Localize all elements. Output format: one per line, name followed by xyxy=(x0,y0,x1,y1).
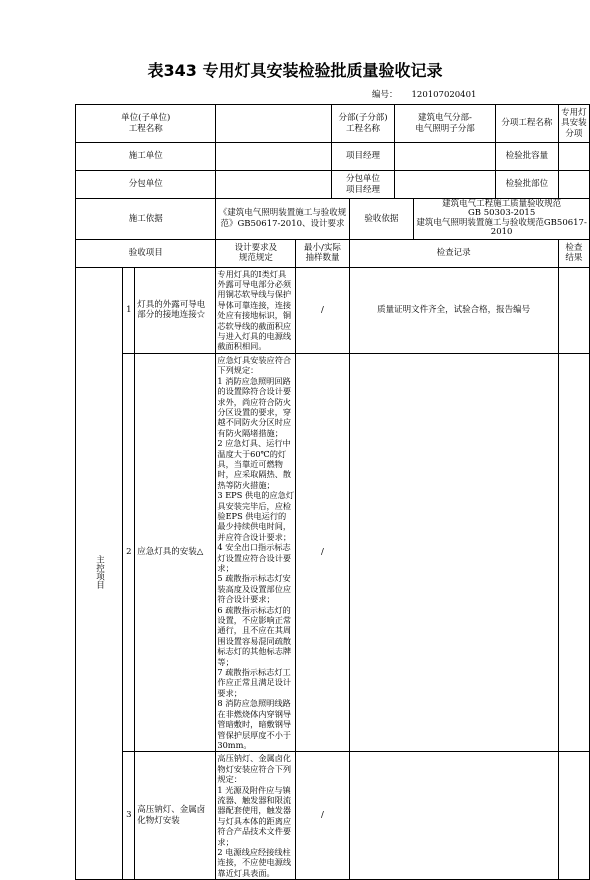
unit-name-value[interactable] xyxy=(216,105,332,143)
subpart-name-value: 建筑电气分部- 电气照明子分部 xyxy=(394,105,495,143)
basis-label: 施工依据 xyxy=(76,199,216,240)
record-code xyxy=(372,88,476,100)
row-number: 1 xyxy=(123,267,135,353)
row-requirement: 专用灯具的Ⅰ类灯具外露可导电部分必须用铜芯软导线与保护导体可靠连接，连接处应有接地标识，铜芯软导线的截面积应与进入灯具的电源线截面积相同。 xyxy=(216,267,296,353)
acceptance-basis-label: 验收依据 xyxy=(349,199,414,240)
basis-value: 《建筑电气照明装置施工与验收规范》GB50617-2010、设计要求 xyxy=(216,199,349,240)
constructor-label: 施工单位 xyxy=(76,143,216,171)
batch-capacity-label: 检验批容量 xyxy=(496,143,559,171)
row-requirement: 高压钠灯、金属卤化物灯安装应符合下列规定： 1 光源及附件应与镇流器、触发器和限流器配套使用，触发器与灯具本体的距离应符合产品技术文件要求； 2 电源线应经接线柱连接，不应使电源线靠近灯具表面。 xyxy=(216,752,296,880)
col-requirement-header: 设计要求及 规范规定 xyxy=(216,239,296,267)
row-sampling: / xyxy=(296,267,349,353)
batch-location-value[interactable] xyxy=(558,171,589,199)
acceptance-record-table xyxy=(75,104,590,880)
acceptance-basis-value: 建筑电气工程施工质量验收规范 GB 50303-2015 建筑电气照明装置施工与验收规范GB50617-2010 xyxy=(414,199,590,240)
row-result[interactable] xyxy=(558,752,589,880)
row-item: 高压钠灯、金属卤化物灯安装 xyxy=(135,752,216,880)
col-item-header: 验收项目 xyxy=(76,239,216,267)
col-result-header: 检查 结果 xyxy=(558,239,589,267)
code-value: 120107020401 xyxy=(411,90,477,100)
unit-name-label: 单位(子单位) 工程名称 xyxy=(76,105,216,143)
row-number: 2 xyxy=(123,353,135,751)
row-record: 质量证明文件齐全，试验合格，报告编号 xyxy=(349,267,558,353)
row-record[interactable] xyxy=(349,752,558,880)
row-record[interactable] xyxy=(349,353,558,751)
section-label: 主控项目 xyxy=(94,554,105,589)
row-item: 灯具的外露可导电部分的接地连接☆ xyxy=(135,267,216,353)
sub-pm-value[interactable] xyxy=(394,171,495,199)
row-result[interactable] xyxy=(558,267,589,353)
row-result[interactable] xyxy=(558,353,589,751)
subpart-name-label: 分部(子分部) 工程名称 xyxy=(332,105,395,143)
code-label: 编号： xyxy=(372,90,398,100)
constructor-value[interactable] xyxy=(216,143,332,171)
sub-pm-label: 分包单位 项目经理 xyxy=(332,171,395,199)
row-item: 应急灯具的安装△ xyxy=(135,353,216,751)
subcontractor-value[interactable] xyxy=(216,171,332,199)
row-number: 3 xyxy=(123,752,135,880)
item-name-value: 专用灯具安装分项 xyxy=(558,105,589,143)
col-record-header: 检查记录 xyxy=(349,239,558,267)
pm-value[interactable] xyxy=(394,143,495,171)
subcontractor-label: 分包单位 xyxy=(76,171,216,199)
page-title: 表343 专用灯具安装检验批质量验收记录 xyxy=(147,61,443,80)
batch-capacity-value[interactable] xyxy=(558,143,589,171)
pm-label: 项目经理 xyxy=(332,143,395,171)
row-sampling: / xyxy=(296,353,349,751)
batch-location-label: 检验批部位 xyxy=(496,171,559,199)
section-label-cell xyxy=(76,267,123,880)
item-name-label: 分项工程名称 xyxy=(496,105,559,143)
row-sampling: / xyxy=(296,752,349,880)
row-requirement: 应急灯具安装应符合下列规定： 1 消防应急照明回路的设置除符合设计要求外，尚应符合防火分区设置的要求，穿越不同防火分区时应有防火隔堵措施； 2 应急灯具、运行中温度大于60℃的灯具，当靠近可燃物时，应采取隔热、散热等防火措施； 3 EPS 供电的应急灯具安装完毕后，应检验EPS 供电运行的最少持续供电时间，并应符合设计要求； 4 安全出口指示标志灯设置应符合设计要求； 5 疏散指示标志灯安装高度及设置部位应符合设计要求； 6 疏散指示标志灯的设置，不应影响正常通行，且不应在其周围设置容易混同疏散标志灯的其他标志牌等； 7 疏散指示标志灯工作应正常且满足设计要求； 8 消防应急照明线路在非燃烧体内穿钢导管暗敷时，暗敷钢导管保护层厚度不小于30mm。 xyxy=(217,354,295,750)
col-sampling-header: 最小/实际 抽样数量 xyxy=(296,239,349,267)
